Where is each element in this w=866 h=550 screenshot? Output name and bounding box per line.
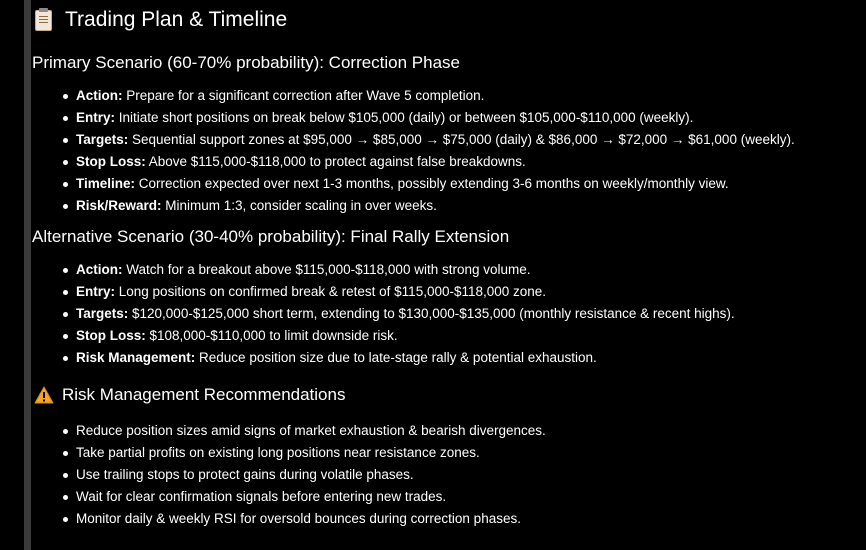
item-label: Stop Loss: (76, 328, 146, 343)
list-item (31, 281, 866, 303)
item-text: Long positions on confirmed break & retest of $115,000-$118,000 zone. (115, 284, 547, 299)
item-label: Stop Loss: (76, 154, 146, 169)
list-item: Monitor daily & weekly RSI for oversold bounces during correction phases. (31, 508, 866, 530)
primary-scenario-list (31, 85, 866, 217)
item-text: Minimum 1:3, consider scaling in over weeks. (161, 198, 437, 213)
item-text: Above $115,000-$118,000 to protect against false breakdowns. (145, 154, 526, 169)
risk-management-list (31, 420, 866, 530)
list-item (31, 347, 866, 369)
page-title (31, 0, 866, 40)
list-item (31, 107, 866, 129)
warning-icon (34, 386, 54, 404)
item-label: Entry: (76, 110, 116, 125)
item-label: Entry: (76, 284, 116, 299)
list-item (31, 129, 866, 151)
list-item (31, 195, 866, 217)
list-item (31, 151, 866, 173)
list-item: Wait for clear confirmation signals before entering new trades. (31, 486, 866, 508)
item-text: Initiate short positions on break below $105,000 (daily) or between $105,000-$110,000 (weekly). (115, 110, 694, 125)
list-item (31, 303, 866, 325)
list-item (31, 85, 866, 107)
item-text: Reduce position size due to late-stage rally & potential exhaustion. (195, 350, 597, 365)
item-text: Prepare for a significant correction after Wave 5 completion. (122, 88, 485, 103)
list-item (31, 325, 866, 347)
list-item: Reduce position sizes amid signs of market exhaustion & bearish divergences. (31, 420, 866, 442)
item-text: Sequential support zones at $95,000 → $85,000 → $75,000 (daily) & $86,000 → $72,000 → $61,000 (weekly). (128, 132, 795, 147)
item-text: Correction expected over next 1-3 months, possibly extending 3-6 months on weekly/monthly view. (135, 176, 729, 191)
item-label: Timeline: (76, 176, 136, 191)
item-label: Targets: (76, 306, 129, 321)
item-label: Action: (76, 88, 123, 103)
item-label: Targets: (76, 132, 129, 147)
page-title-text: Trading Plan & Timeline (65, 8, 288, 31)
alternative-scenario-heading: Alternative Scenario (30-40% probability): Final Rally Extension (32, 227, 510, 246)
item-text: Watch for a breakout above $115,000-$118,000 with strong volume. (122, 262, 531, 277)
left-accent-bar (24, 0, 31, 550)
risk-management-heading (31, 382, 866, 408)
list-item: Use trailing stops to protect gains during volatile phases. (31, 464, 866, 486)
clipboard-icon (35, 10, 52, 31)
item-label: Risk Management: (76, 350, 196, 365)
alternative-scenario-list (31, 259, 866, 369)
content (31, 0, 866, 530)
risk-heading-text: Risk Management Recommendations (62, 385, 346, 404)
item-text: $120,000-$125,000 short term, extending to $130,000-$135,000 (monthly resistance & recent highs). (128, 306, 735, 321)
item-label: Risk/Reward: (76, 198, 162, 213)
list-item: Take partial profits on existing long positions near resistance zones. (31, 442, 866, 464)
list-item (31, 173, 866, 195)
primary-scenario-heading: Primary Scenario (60-70% probability): Correction Phase (32, 53, 461, 72)
list-item (31, 259, 866, 281)
item-label: Action: (76, 262, 123, 277)
item-text: $108,000-$110,000 to limit downside risk. (145, 328, 398, 343)
